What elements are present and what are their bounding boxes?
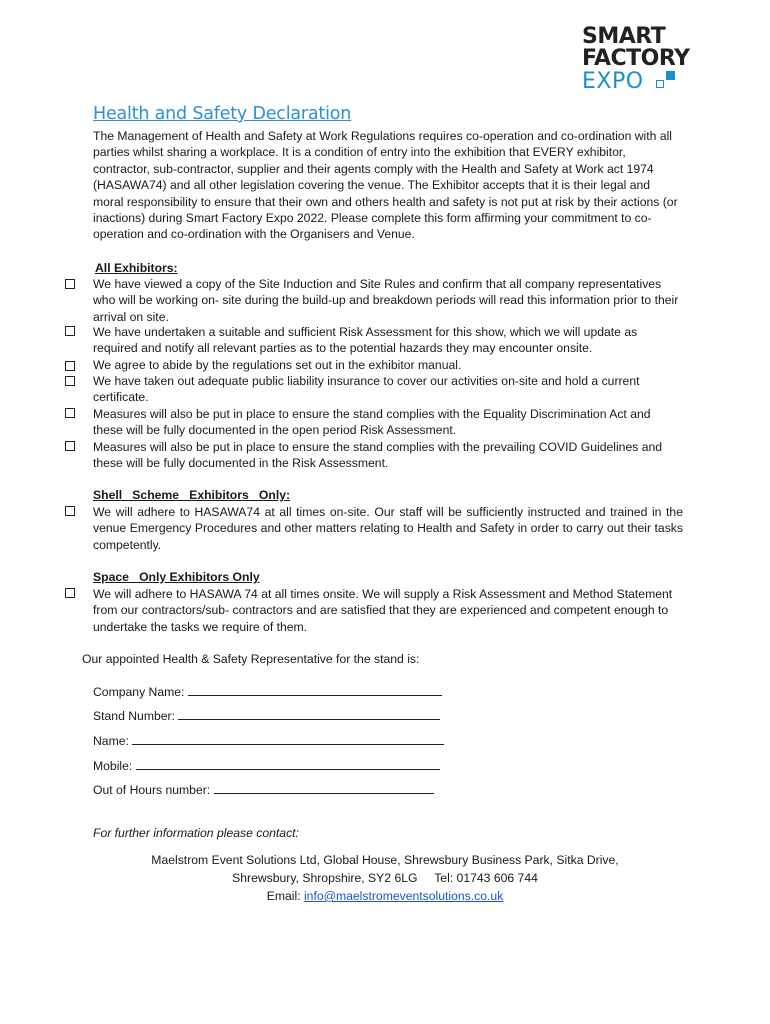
checkbox-all-5[interactable]	[65, 408, 75, 418]
name-line[interactable]	[132, 734, 444, 745]
stand-number-field	[93, 708, 440, 724]
space-item-1: We will adhere to HASAWA 74 at all times onsite. We will supply a Risk Assessment and Method Statement from our contractors/sub- contractors and are satisfied that they are experienced and competent enough to undertake the tasks we require of them.	[93, 587, 673, 634]
company-name-line[interactable]	[188, 685, 442, 696]
shell-scheme-heading: Shell Scheme Exhibitors Only:	[93, 488, 291, 502]
all-item-5: Measures will also be put in place to ensure the stand complies with the Equality Discrimination Act and these will be fully documented in the open period Risk Assessment.	[93, 407, 651, 438]
all-item-3: We agree to abide by the regulations set out in the exhibitor manual.	[93, 358, 462, 372]
mobile-line[interactable]	[136, 759, 440, 770]
contact-address-line2: Shrewsbury, Shropshire, SY2 6LG Tel: 01743 606 744	[232, 871, 538, 885]
logo-line-factory: FACTORY	[582, 46, 690, 71]
representative-intro: Our appointed Health & Safety Representative for the stand is:	[82, 652, 420, 666]
mobile-label: Mobile:	[93, 759, 133, 773]
mobile-field	[93, 758, 440, 774]
intro-paragraph: The Management of Health and Safety at Work Regulations requires co-operation and co-ordination with all parties whilst sharing a workplace. It is a condition of entry into the exhibition that EVERY exhibitor, contractor, sub-contractor, supplier and their agents comply with the Health and Safety at Work act 1974 (HASAWA74) and all other legislation covering the venue. The Exhibitor accepts that it is their legal and moral responsibility to ensure that their own and others health and safety is not put at risk by their actions (or inactions) during Smart Factory Expo 2022. Please complete this form affirming your commitment to co-operation and co-ordination with the Organisers and Venue.	[93, 129, 678, 242]
checkbox-all-2[interactable]	[65, 326, 75, 336]
all-item-6: Measures will also be put in place to ensure the stand complies with the prevailing COVID Guidelines and these will be fully documented in the Risk Assessment.	[93, 440, 663, 471]
space-only-heading: Space Only Exhibitors Only	[93, 570, 260, 584]
checkbox-all-6[interactable]	[65, 441, 75, 451]
smart-factory-expo-logo	[582, 26, 712, 94]
checkbox-shell-1[interactable]	[65, 506, 75, 516]
out-of-hours-line[interactable]	[214, 783, 434, 794]
name-field	[93, 733, 444, 749]
stand-number-line[interactable]	[178, 709, 440, 720]
out-of-hours-field	[93, 782, 434, 798]
shell-item-1: We will adhere to HASAWA74 at all times on-site. Our staff will be sufficiently instructed and trained in the venue Emergency Procedures and other matters relating to Health and Safety in order to carry out their tasks competently.	[93, 505, 683, 552]
all-exhibitors-heading: All Exhibitors:	[95, 261, 178, 275]
all-item-1: We have viewed a copy of the Site Induction and Site Rules and confirm that all company representatives who will be working on- site during the build-up and breakdown periods will read this information prior to their arrival on site.	[93, 277, 679, 324]
logo-square-outline-icon	[656, 80, 664, 88]
checkbox-all-1[interactable]	[65, 279, 75, 289]
contact-email-line	[0, 887, 770, 905]
logo-line-expo	[582, 70, 712, 94]
email-link[interactable]: info@maelstromeventsolutions.co.uk	[303, 889, 504, 903]
checkbox-space-1[interactable]	[65, 588, 75, 598]
contact-address-line1: Maelstrom Event Solutions Ltd, Global House, Shrewsbury Business Park, Sitka Drive,	[151, 853, 619, 867]
page-title: Health and Safety Declaration	[93, 104, 352, 124]
company-name-field	[93, 684, 442, 700]
logo-line-smart: SMART	[582, 24, 666, 49]
contact-heading: For further information please contact:	[93, 826, 299, 840]
logo-expo-text: EXPO	[582, 69, 644, 94]
checkbox-all-3[interactable]	[65, 361, 75, 371]
logo-square-filled-icon	[666, 71, 675, 80]
name-label: Name:	[93, 734, 129, 748]
all-item-4: We have taken out adequate public liability insurance to cover our activities on-site and hold a current certificate.	[93, 374, 640, 405]
out-of-hours-label: Out of Hours number:	[93, 783, 211, 797]
email-label: Email:	[266, 889, 301, 903]
stand-number-label: Stand Number:	[93, 709, 175, 723]
all-item-2: We have undertaken a suitable and sufficient Risk Assessment for this show, which we will update as required and notify all relevant parties as to the potential hazards they may encounter onsite.	[93, 325, 638, 356]
checkbox-all-4[interactable]	[65, 376, 75, 386]
company-name-label: Company Name:	[93, 685, 185, 699]
